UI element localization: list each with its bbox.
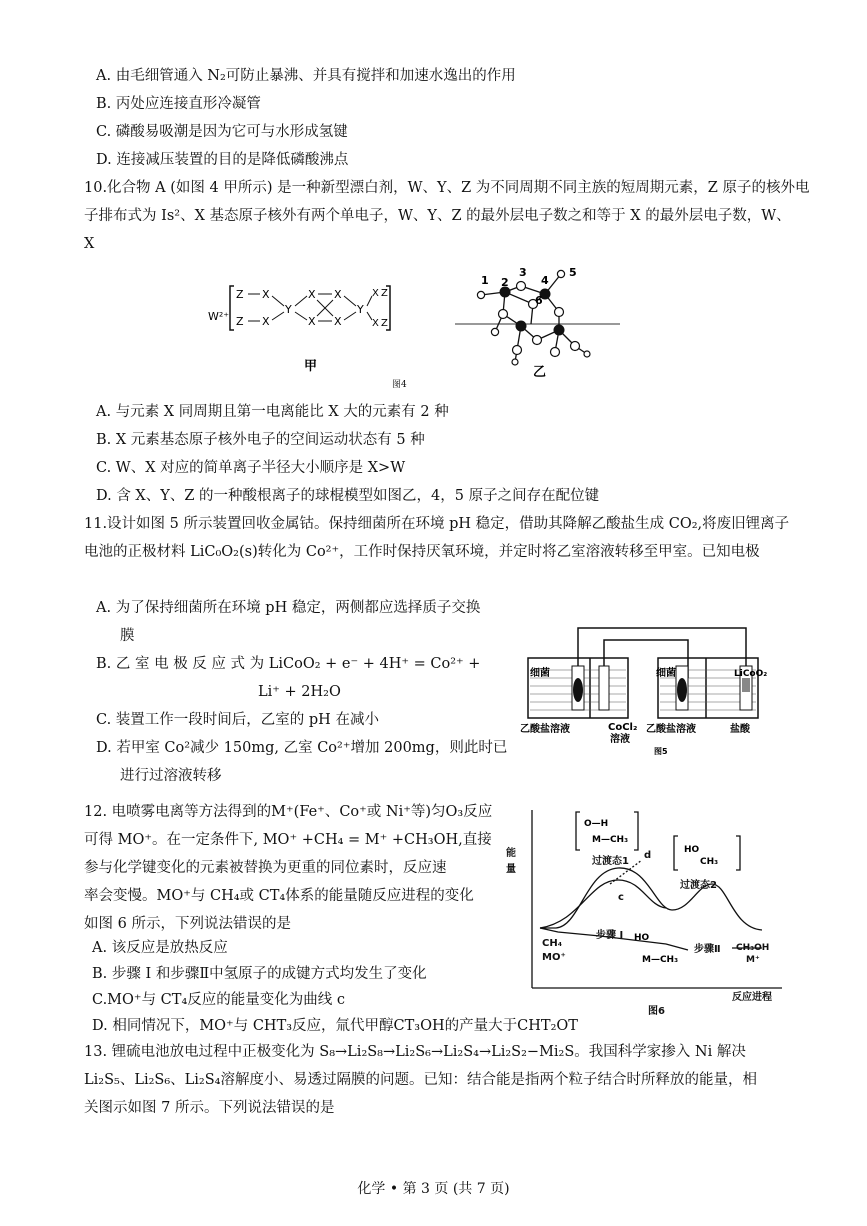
fig5-acetate-left: 乙酸盐溶液 — [520, 724, 570, 735]
svg-text:CH₃: CH₃ — [700, 857, 719, 867]
q10-stem-line2: 子排布式为 Is²、X 基态原子核外有两个单电子，W、Y、Z 的最外层电子数之和等于 X 的最外层电子数，W、 — [84, 208, 791, 224]
q12-option-c: C.MO⁺与 CT₄反应的能量变化为曲线 c — [92, 992, 345, 1008]
q12-stem-line3: 参与化学键变化的元素被替换为更重的同位素时，反应速 — [84, 860, 447, 876]
fig6-curve-d: d — [644, 850, 652, 861]
q11-option-a-cont: 膜 — [120, 628, 135, 644]
fig6-xlabel: 反应进程 — [732, 992, 772, 1003]
jia-x1: X — [262, 288, 270, 301]
yi-caption: 乙 — [533, 365, 547, 380]
yi-num-1: 1 — [481, 274, 489, 287]
q11-option-a: A. 为了保持细菌所在环境 pH 稳定，两侧都应选择质子交换 — [96, 600, 481, 616]
q13-stem-line1: 13. 锂硫电池放电过程中正极变化为 S₈→Li₂S₈→Li₂S₆→Li₂S₄→Li₂S₂−Mi₂S。我国科学家掺入 Ni 解决 — [84, 1044, 746, 1060]
fig5-hcl: 盐酸 — [730, 724, 750, 735]
jia-x6: X — [334, 315, 342, 328]
figure-6-energy — [500, 800, 790, 1022]
jia-x8: X — [372, 318, 379, 329]
q10-option-d: D. 含 X、Y、Z 的一种酸根离子的球棍模型如图乙，4，5 原子之间存在配位键 — [96, 488, 600, 504]
option-d-prev: D. 连接减压装置的目的是降低磷酸沸点 — [96, 152, 349, 168]
fig6-step1: 步骤 I — [596, 930, 624, 941]
fig6-curve-c: c — [618, 892, 624, 903]
svg-text:HO: HO — [684, 845, 700, 855]
fig5-cocl2: CoCl₂ — [608, 722, 638, 733]
svg-text:HO: HO — [634, 933, 650, 943]
fig6-label: 图6 — [648, 1006, 665, 1017]
fig6-reactant-mo: MO⁺ — [542, 952, 566, 963]
q11-option-d: D. 若甲室 Co²减少 150mg, 乙室 Co²⁺增加 200mg，则此时已 — [96, 740, 508, 756]
jia-x5: X — [308, 315, 316, 328]
fig5-acetate-right: 乙酸盐溶液 — [646, 724, 696, 735]
q12-stem-line4: 率会变慢。MO⁺与 CH₄或 CT₄体系的能量随反应进程的变化 — [84, 888, 474, 904]
fig6-product-ch3oh: CH₃OH — [736, 943, 770, 953]
q10-option-b: B. X 元素基态原子核外电子的空间运动状态有 5 种 — [96, 432, 425, 448]
fig5-bacteria-left: 细菌 — [530, 668, 550, 679]
yi-num-3: 3 — [519, 266, 527, 279]
page-footer: 化学 • 第 3 页 (共 7 页) — [357, 1181, 510, 1197]
option-a-prev: A. 由毛细管通入 N₂可防止暴沸、并具有搅拌和加速水逸出的作用 — [96, 68, 516, 84]
fig6-ylabel-2: 量 — [506, 864, 516, 875]
yi-num-6: 6 — [535, 294, 543, 307]
q11-option-b: B. 乙 室 电 极 反 应 式 为 LiCoO₂ + e⁻ + 4H⁺ = Co²⁺ + — [96, 656, 481, 672]
jia-w-label: W²⁺ — [208, 310, 230, 323]
q10-option-c: C. W、X 对应的简单离子半径大小顺序是 X>W — [96, 460, 406, 476]
jia-y1: Y — [285, 303, 292, 316]
jia-x7: X — [372, 288, 379, 299]
q10-stem-line1: 10.化合物 A (如图 4 甲所示) 是一种新型漂白剂，W、Y、Z 为不同周期不同主族的短周期元素，Z 原子的核外电 — [84, 180, 810, 196]
option-b-prev: B. 丙处应连接直形冷凝管 — [96, 96, 261, 112]
fig6-reactant-ch4: CH₄ — [542, 938, 563, 949]
jia-caption: 甲 — [304, 359, 318, 374]
figure-5-apparatus — [508, 618, 783, 758]
q13-stem-line2: Li₂S₅、Li₂S₆、Li₂S₄溶解度小、易透过隔膜的问题。已知：结合能是指两个粒子结合时所释放的能量，相 — [84, 1072, 757, 1088]
figure-4-jia — [200, 270, 420, 390]
q12-option-b: B. 步骤 I 和步骤Ⅱ中氢原子的成键方式均发生了变化 — [92, 966, 427, 982]
yi-num-2: 2 — [501, 276, 509, 289]
q13-stem-line3: 关图示如图 7 所示。下列说法错误的是 — [84, 1100, 335, 1116]
svg-text:M—CH₃: M—CH₃ — [642, 955, 679, 965]
q10-stem-line3: X — [84, 236, 95, 252]
figure-4-label: 图4 — [392, 380, 407, 390]
q11-stem-line1: 11.设计如图 5 所示装置回收金属钴。保持细菌所在环境 pH 稳定，借助其降解乙酸盐生成 CO₂,将废旧锂离子 — [84, 516, 790, 532]
fig5-bacteria-right: 细菌 — [656, 668, 676, 679]
fig6-product-m: M⁺ — [746, 955, 760, 965]
fig6-ylabel-1: 能 — [506, 848, 516, 859]
q12-option-d: D. 相同情况下，MO⁺与 CHT₃反应，氚代甲醇CT₃OH的产量大于CHT₂OT — [92, 1018, 578, 1034]
fig5-cocl2-solution: 溶液 — [610, 734, 630, 745]
q11-option-c: C. 装置工作一段时间后，乙室的 pH 在减小 — [96, 712, 379, 728]
fig5-label: 图5 — [654, 747, 668, 756]
q12-option-a: A. 该反应是放热反应 — [92, 940, 228, 956]
q12-stem-line5: 如图 6 所示，下列说法错误的是 — [84, 916, 291, 932]
yi-num-5: 5 — [569, 266, 577, 279]
fig6-ts2: 过渡态2 — [680, 880, 717, 891]
figure-4-yi — [455, 262, 635, 380]
svg-text:M—CH₃: M—CH₃ — [592, 835, 629, 845]
q11-option-b-cont: Li⁺ + 2H₂O — [258, 684, 341, 700]
fig5-licoo2: LiCoO₂ — [734, 669, 768, 679]
q12-stem-line2: 可得 MO⁺。在一定条件下, MO⁺ +CH₄ = M⁺ +CH₃OH,直接 — [84, 832, 492, 848]
svg-text:O—H: O—H — [584, 819, 609, 829]
option-c-prev: C. 磷酸易吸潮是因为它可与水形成氢键 — [96, 124, 348, 140]
q10-option-a: A. 与元素 X 同周期且第一电离能比 X 大的元素有 2 种 — [96, 404, 449, 420]
q11-option-d-cont: 进行过溶液转移 — [120, 768, 222, 784]
yi-num-4: 4 — [541, 274, 549, 287]
jia-x3: X — [308, 288, 316, 301]
jia-z4: Z — [381, 318, 388, 329]
jia-z3: Z — [381, 288, 388, 299]
jia-y2: Y — [357, 303, 364, 316]
q12-stem-line1: 12. 电喷雾电离等方法得到的M⁺(Fe⁺、Co⁺或 Ni⁺等)匀O₃反应 — [84, 804, 493, 820]
fig6-step2: 步骤Ⅱ — [694, 944, 721, 955]
jia-x4: X — [334, 288, 342, 301]
jia-z1: Z — [236, 288, 244, 301]
fig6-ts1: 过渡态1 — [592, 856, 629, 867]
q11-stem-line2: 电池的正极材料 LiC₀O₂(s)转化为 Co²⁺，工作时保持厌氧环境，并定时将乙室溶液转移至甲室。已知电极 — [84, 544, 760, 560]
jia-x2: X — [262, 315, 270, 328]
jia-z2: Z — [236, 315, 244, 328]
